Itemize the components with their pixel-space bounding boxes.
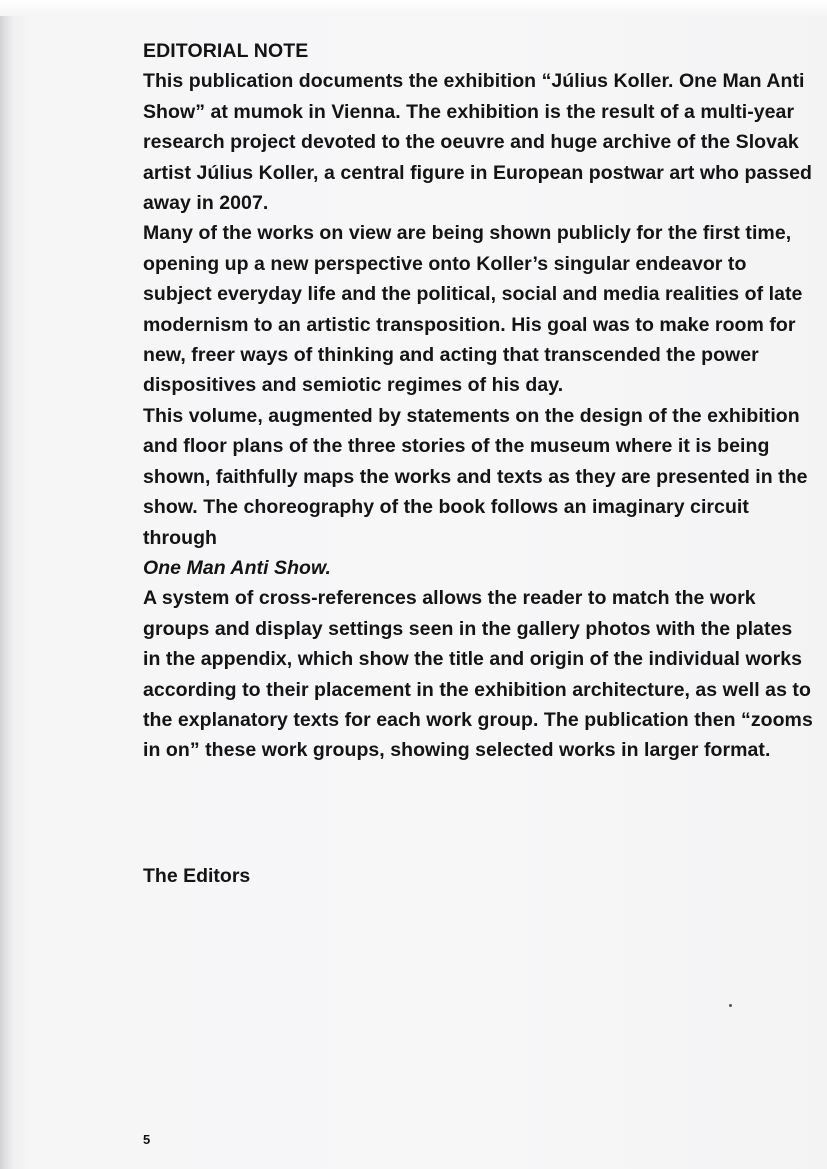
top-edge-shade bbox=[0, 0, 827, 16]
editorial-note-body bbox=[143, 66, 813, 765]
page-number: 5 bbox=[143, 1132, 151, 1147]
paragraph-3-text: This volume, augmented by statements on the design of the exhibition and floor plans of the three stories of the museum where it is being shown, faithfully maps the works and texts as they are presented in the show. The choreography of the book follows an imaginary circuit through bbox=[143, 404, 808, 549]
paragraph-3 bbox=[143, 401, 813, 583]
editorial-note-heading: EDITORIAL NOTE bbox=[143, 40, 309, 62]
signature: The Editors bbox=[143, 865, 251, 887]
paragraph-4: A system of cross-references allows the reader to match the work groups and display settings seen in the gallery photos with the plates in the appendix, which show the title and origin of the individual works according to their placement in the exhibition architecture, as well as to the explanatory texts for each work group. The publication then “zooms in on” these work groups, showing selected works in larger format. bbox=[143, 587, 813, 762]
paragraph-1: This publication documents the exhibition “Július Koller. One Man Anti Show” at mumok in Vienna. The exhibition is the result of a multi-year research project devoted to the oeuvre and huge archive of the Slovak artist Július Koller, a central figure in European postwar art who passed away in 2007. bbox=[143, 70, 812, 215]
editorial-note bbox=[143, 36, 813, 766]
binding-edge bbox=[0, 0, 14, 1169]
exhibition-title-italic: One Man Anti Show. bbox=[143, 556, 331, 579]
paragraph-2: Many of the works on view are being shown publicly for the first time, opening up a new perspective onto Koller’s singular endeavor to subject everyday life and the political, social and media realities of late modernism to an artistic transposition. His goal was to make room for new, freer ways of thinking and acting that transcended the power dispositives and semiotic regimes of his day. bbox=[143, 222, 803, 397]
paper-speck bbox=[729, 1004, 732, 1007]
